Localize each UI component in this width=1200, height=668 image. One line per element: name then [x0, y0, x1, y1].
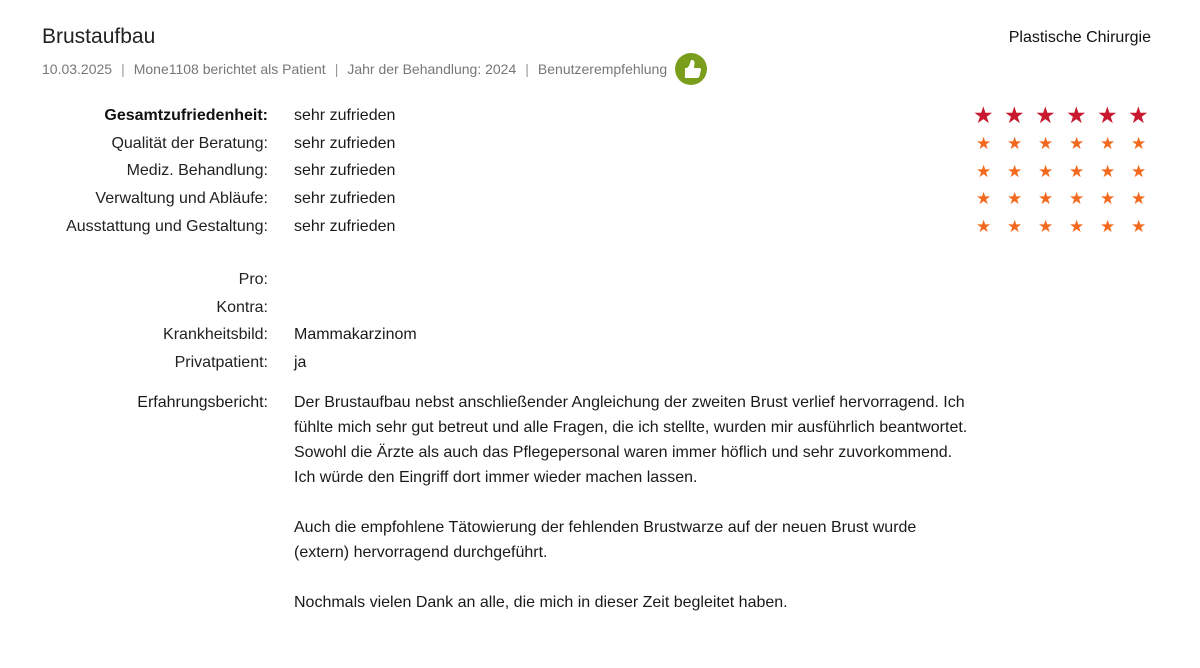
treatment-year: Jahr der Behandlung: 2024	[347, 61, 517, 77]
rating-stars	[973, 102, 1159, 240]
star-icon: ★	[1100, 134, 1116, 154]
detail-value	[294, 294, 417, 322]
rating-values	[294, 102, 395, 240]
star-rating	[973, 185, 1159, 213]
detail-value: ja	[294, 354, 307, 372]
star-icon: ★	[1128, 102, 1149, 129]
detail-values	[294, 266, 417, 377]
star-rating	[973, 213, 1159, 241]
star-icon: ★	[1004, 102, 1025, 129]
star-rating	[973, 157, 1159, 185]
star-icon: ★	[1038, 134, 1054, 154]
star-icon: ★	[1131, 217, 1147, 237]
report-paragraph: Der Brustaufbau nebst anschließender Angleichung der zweiten Brust verlief hervorragend. Ich fühlte mich sehr gut betreut und alle Fragen, die ich stellte, wurden mir ausführlich beantwortet. Sowohl die Ärzte als auch das Pflegepersonal waren immer höflich und sehr zuvorkommend. Ich würde den Eingriff dort immer wieder machen lassen.	[294, 394, 968, 486]
rating-value: sehr zufrieden	[294, 107, 396, 124]
rating-value: sehr zufrieden	[294, 162, 396, 180]
review-category: Plastische Chirurgie	[1008, 29, 1151, 46]
report-label: Erfahrungsbericht:	[137, 394, 268, 411]
star-icon: ★	[1100, 189, 1116, 209]
star-icon: ★	[973, 102, 994, 129]
report-paragraph: Auch die empfohlene Tätowierung der fehlenden Brustwarze auf der neuen Brust wurde (extern) hervorragend durchgeführt.	[294, 519, 917, 561]
meta-separator: |	[334, 61, 339, 77]
rating-label: Ausstattung und Gestaltung:	[66, 217, 268, 235]
star-rating	[973, 102, 1159, 130]
star-icon: ★	[1007, 161, 1023, 181]
star-rating	[973, 130, 1159, 158]
star-icon: ★	[1038, 161, 1054, 181]
meta-separator: |	[525, 61, 529, 77]
rating-label: Gesamtzufriedenheit:	[104, 107, 268, 124]
thumbs-up-icon	[675, 53, 707, 85]
review-meta	[42, 58, 707, 80]
detail-label: Krankheitsbild:	[163, 326, 268, 344]
star-icon: ★	[1038, 217, 1054, 237]
star-icon: ★	[1007, 189, 1023, 209]
star-icon: ★	[1035, 102, 1056, 129]
star-icon: ★	[1131, 189, 1147, 209]
star-icon: ★	[976, 161, 992, 181]
star-icon: ★	[1007, 217, 1023, 237]
star-icon: ★	[1131, 134, 1147, 154]
detail-value	[294, 266, 417, 294]
star-icon: ★	[1069, 161, 1085, 181]
star-icon: ★	[1131, 161, 1147, 181]
rating-value: sehr zufrieden	[294, 134, 396, 152]
detail-label: Kontra:	[216, 298, 268, 316]
recommendation-label: Benutzerempfehlung	[537, 61, 668, 77]
star-icon: ★	[1069, 134, 1085, 154]
detail-labels	[0, 266, 268, 377]
review-author: Mone1108 berichtet als Patient	[133, 61, 326, 77]
star-icon: ★	[976, 189, 992, 209]
star-icon: ★	[1069, 189, 1085, 209]
star-icon: ★	[976, 134, 992, 154]
star-icon: ★	[1066, 102, 1087, 129]
review-title: Brustaufbau	[42, 25, 156, 48]
report-paragraph: Nochmals vielen Dank an alle, die mich in dieser Zeit begleitet haben.	[294, 594, 788, 611]
star-icon: ★	[1097, 102, 1118, 129]
star-icon: ★	[1038, 189, 1054, 209]
rating-labels	[0, 102, 268, 240]
star-icon: ★	[1007, 134, 1023, 154]
detail-label: Pro:	[238, 271, 268, 288]
rating-label: Mediz. Behandlung:	[126, 162, 268, 180]
star-icon: ★	[976, 217, 992, 237]
star-icon: ★	[1069, 217, 1085, 237]
report-body	[294, 390, 974, 640]
review-date: 10.03.2025	[42, 61, 113, 77]
rating-label: Qualität der Beratung:	[111, 134, 268, 152]
rating-label: Verwaltung und Abläufe:	[95, 190, 268, 208]
star-icon: ★	[1100, 217, 1116, 237]
rating-value: sehr zufrieden	[294, 217, 396, 235]
meta-separator: |	[121, 61, 125, 77]
detail-value: Mammakarzinom	[294, 326, 417, 344]
detail-label: Privatpatient:	[174, 354, 268, 372]
star-icon: ★	[1100, 161, 1116, 181]
rating-value: sehr zufrieden	[294, 190, 396, 208]
